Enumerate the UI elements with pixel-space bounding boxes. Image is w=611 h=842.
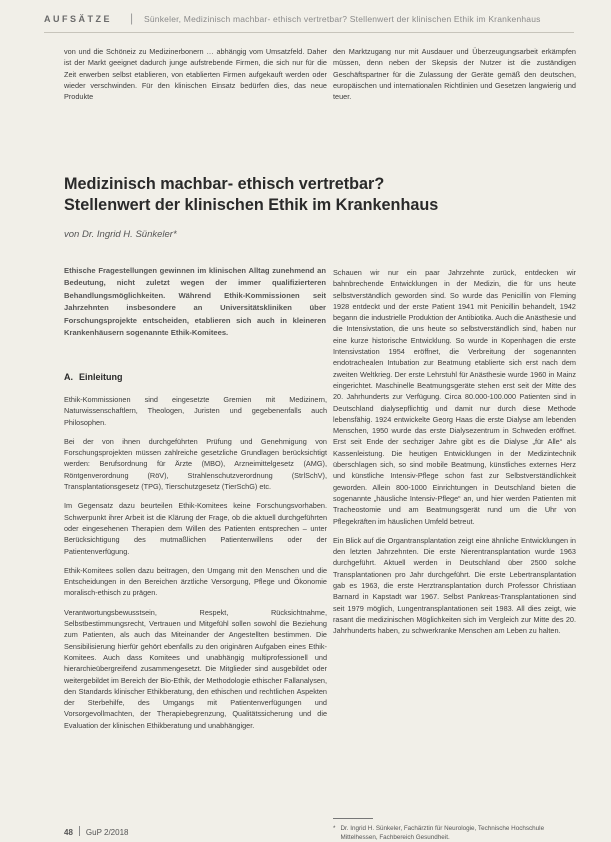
footnote-text: Dr. Ingrid H. Sünkeler, Fachärztin für Neurologie, Technische Hochschule Mittelhessen, Fachbereich Gesundheit.: [340, 825, 545, 841]
footnote-rule: [333, 818, 373, 819]
page-footer: [64, 826, 128, 837]
footnote-mark: *: [333, 825, 336, 832]
body-paragraph: Ethik-Komitees sollen dazu beitragen, den Umgang mit den Menschen und die Entscheidungen in den Bereichen ärztliche Versorgung, Pflege und Ökonomie moralisch-ethisch zu prägen.: [64, 565, 327, 598]
page-number: 48: [64, 828, 73, 837]
article-title-line-2: Stellenwert der klinischen Ethik im Krankenhaus: [64, 196, 439, 214]
footnote: [333, 824, 576, 842]
article-title-line-1: Medizinisch machbar- ethisch vertretbar?: [64, 175, 385, 193]
body-paragraph: Im Gegensatz dazu beurteilen Ethik-Komitees keine Forschungsvorhaben. Schwerpunkt ihrer Arbeit ist die Klärung der Frage, ob die aktuell durchgeführten oder eingesehenen Therapien dem Willen des Patienten entsprechen – unter Berücksichtigung des mutmaßlichen Patientenwillens oder der Patientenverfügung.: [64, 501, 327, 556]
previous-article-right-column: den Marktzugang nur mit Ausdauer und Überzeugungsarbeit erkämpfen müssen, denn neben der Skepsis der Nutzer ist die zuständigen Geschäftspartner für die Zulassung der Geräte gemäß den deutschen, europäischen und internationalen Richtlinien und Gesetzen langwierig und teuer.: [333, 47, 576, 102]
body-paragraph: Ein Blick auf die Organtransplantation zeigt eine ähnliche Entwicklungen in den letzten Jahrzehnten. Die erste Nierentransplantation wurde 1963 durchgeführt. Aktuell werden in Deutschland über 2500 solche Transplantationen pro Jahr durchgeführt. Die erste Lebertransplantation gab es 1963, die erste Herztransplantation durch Professor Christiaan Barnard in Kapstadt war 1967. Selbst Pankreas-Transplantationen sind seit 1979 möglich, Lungentransplantationen seit 1983. All dies zeigt, wie rasant die medizinischen Möglichkeiten sich im Vergleich zur Mitte des 20. Jahrhunderts haben, zu schwerkranke Menschen am Leben zu halten.: [333, 535, 576, 636]
body-paragraph: Schauen wir nur ein paar Jahrzehnte zurück, entdecken wir bahnbrechende Entwicklungen in der Medizin, die für uns heute selbstverständlich geworden sind. So wurde das Penicillin von Fleming 1928 entdeckt und der erste Patient 1941 mit Penicillin behandelt, 1942 begann die industrielle Produktion der Antibiotika. Auch die Anästhesie und die Intensivstation, die uns heute so selbstverständlich sind, haben nur eine kurze historische Entwicklung. So wurde in Kopenhagen die erste Intensivstation 1954 eröffnet, die Verbreitung der sogenannten endotrachealen Intubation zur Beatmung etablierte sich erst nach dem zweiten Weltkrieg. Der erste Lehrstuhl für Anästhesie wurde 1960 in Mainz eingerichtet. Maschinelle Beatmungsgeräte stehen erst seit der Mitte des 20. Jahrhunderts zur Verfügung. Circa 80.000-100.000 Patienten sind in Deutschland dialysepflichtig und damit nur durch diese Methode lebensfähig. 1924 entwickelte Georg Haas die erste Dialyse am lebenden Menschen, 1950 wurde das erste Dialysezentrum in Schweden eröffnet. Erst seit Ende der sechziger Jahre gibt es die Dialyse „für Alle“ als Kassenleistung. Die heutigen Entwicklungen in der Medizintechnik überschlagen sich, so sind mobile Beatmung, künstliches externes Herz und künstliche Intensiv-Pflege schon fast zur Selbstverständlichkeit geworden. Allein 800-1000 Einrichtungen in Deutschland bieten die sogenannte „häusliche Intensiv-Pflege“ an, und hier werden Patienten mit Tracheostomie und am Beatmungsgerät rund um die Uhr von Pflegekräften im häuslichen Umfeld betreut.: [333, 268, 576, 526]
previous-article-left-column: von und die Schöneiz zu Medizinerbonern … abhängig vom Umsatzfeld. Daher ist der Markt geeignet dadurch junge aufstrebende Firmen, die sich nur für die Zeit erwerben selbst etablieren, von etablierten Firmen aufgekauft werden oder wieder verschwinden. Für den klinischen Einsatz bedürfen dies, das neue Produkte: [64, 47, 327, 102]
section-letter: A.: [64, 372, 73, 382]
article-title: [64, 174, 524, 216]
left-text-column: [64, 394, 327, 739]
running-title: Sünkeler, Medizinisch machbar- ethisch vertretbar? Stellenwert der klinischen Ethik im Krankenhaus: [144, 14, 541, 24]
section-label: AUFSÄTZE: [44, 14, 112, 24]
journal-issue: GuP 2/2018: [85, 828, 129, 837]
footer-divider: [79, 826, 80, 836]
body-paragraph: Bei der von ihnen durchgeführten Prüfung und Genehmigung von Forschungsprojekten müssen zahlreiche gesetzliche Grundlagen berücksichtigt werden: Berufsordnung für Ärzte (MBO), Arzneimittelgesetz (AMG), Röntgenverordnung (RöV), Strahlenschutzverordnung (StrlSchV), Transplantationsgesetz (TPG), Tierschutzgesetz (TierSchG) etc.: [64, 436, 327, 492]
header-separator: |: [130, 11, 134, 25]
section-heading: [64, 372, 123, 382]
article-author: von Dr. Ingrid H. Sünkeler*: [64, 229, 177, 240]
running-header: [44, 8, 574, 33]
body-paragraph: Ethik-Kommissionen sind eingesetzte Gremien mit Medizinern, Naturwissenschaftlern, Theologen, Juristen und gegebenenfalls auch Philosophen.: [64, 395, 327, 427]
right-text-column: [333, 267, 576, 645]
article-abstract: Ethische Fragestellungen gewinnen im klinischen Alltag zunehmend an Bedeutung, nicht zuletzt wegen der immer qualifizierteren Behandlungsmöglichkeiten. Während Ethik-Kommissionen seit Jahrzehnten insbesondere an Universitätskliniken über Forschungsprojekte entscheiden, etablieren sich auch in kleineren Krankenhäusern sogenannte Ethik-Komitees.: [64, 266, 326, 338]
body-paragraph: Verantwortungsbewusstsein, Respekt, Rücksichtnahme, Selbstbestimmungsrecht, Vertrauen und Mitgefühl sollen sowohl die Beziehung zum Patienten, als auch das Miteinander der Angestellten bestimmen. Die Sensibilisierung hierfür gehört ebenfalls zu den originären Aufgaben eines Ethik-Komitees. Auch dass Komitees und unabhängig multiprofessionell und hierarchieübergreifend zusammengesetzt. Die Mitglieder sind ausgebildet oder weitergebildet im Bereich der Bio-Ethik, der Methodologie ethischer Fallanalysen, den Standards klinischer Ethikberatung, den ethischen und rechtlichen Aspekten der Sterbehilfe, des Umgangs mit Patientenverfügungen und Vorsorgevollmachten, der Therapiebegrenzung, Qualitätssicherung und die Evaluation der klinischen Ethikberatung und unabhängiger.: [64, 607, 327, 730]
section-title: Einleitung: [79, 372, 123, 382]
